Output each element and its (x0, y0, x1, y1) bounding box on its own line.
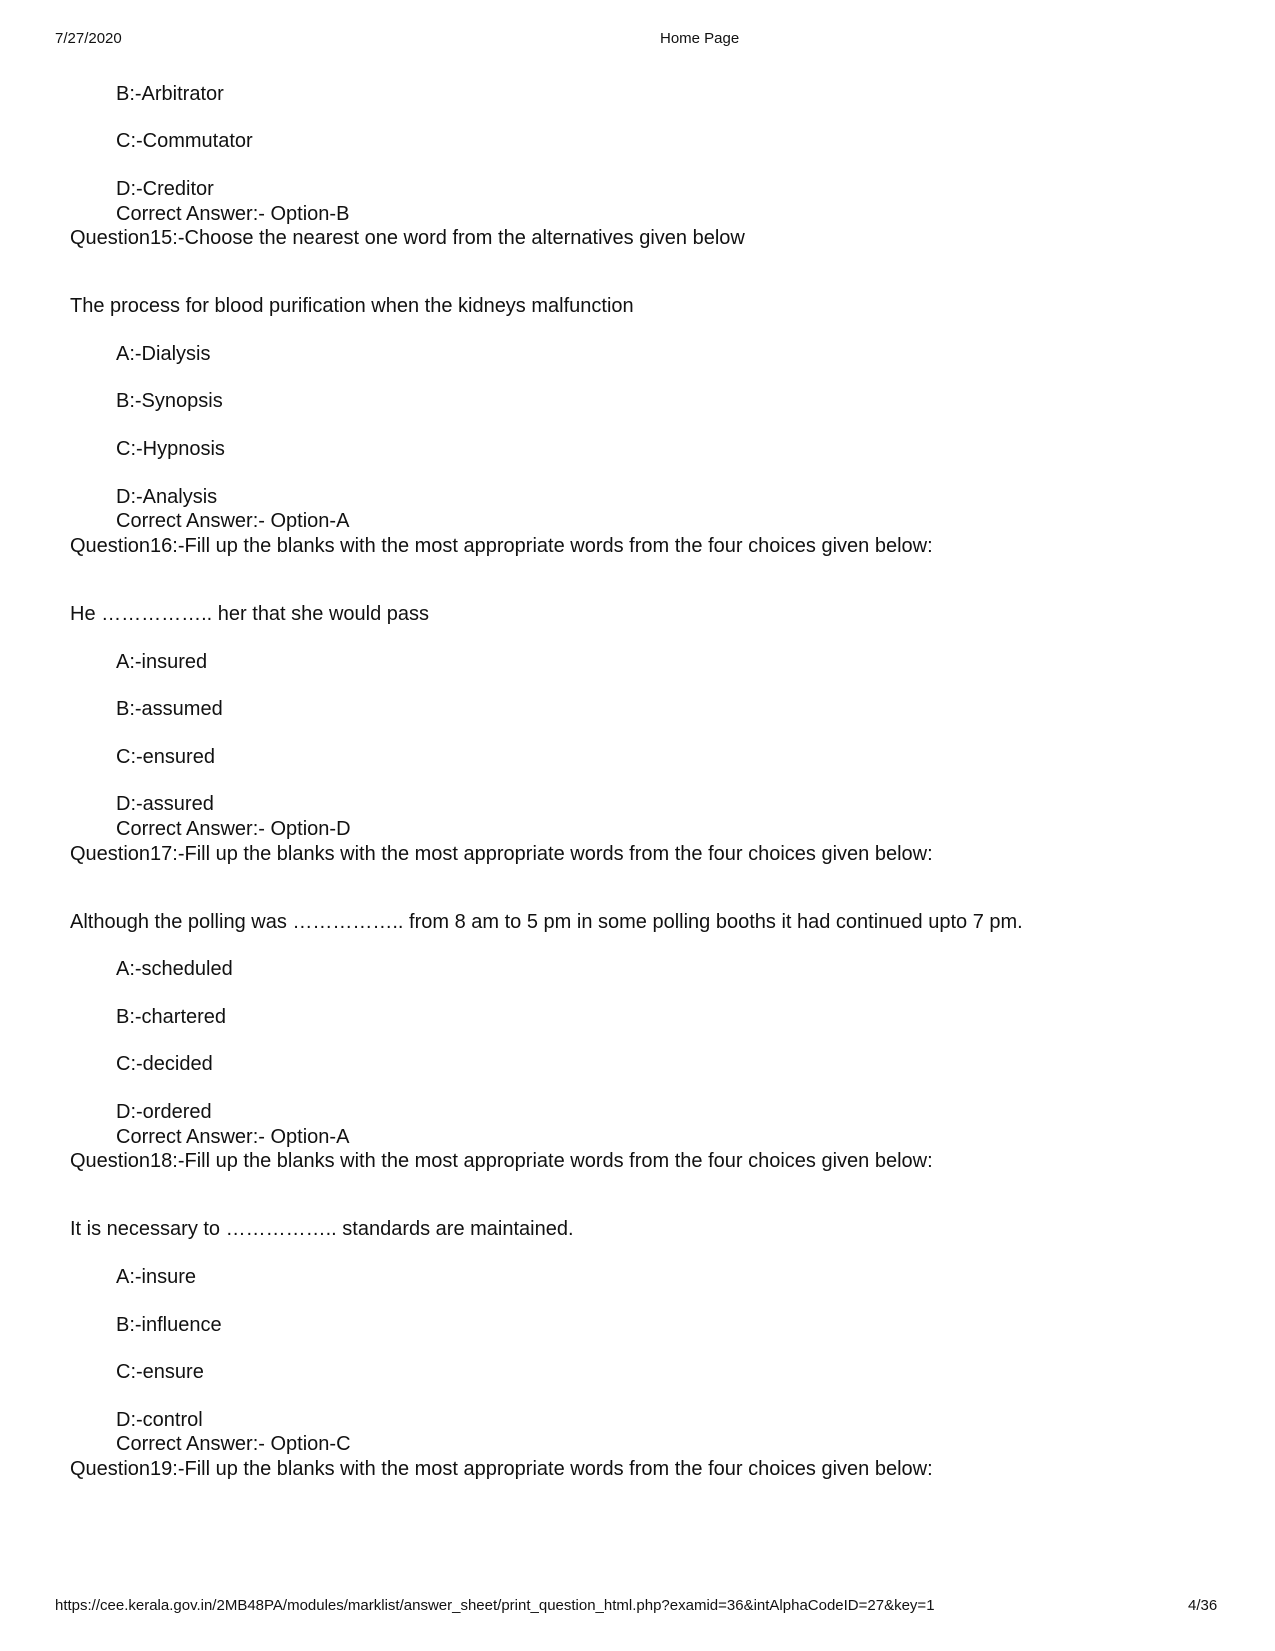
q14-option-c: C:-Commutator (116, 130, 253, 152)
source-url: https://cee.kerala.gov.in/2MB48PA/modules/marklist/answer_sheet/print_question_html.php?examid=36&intAlphaCodeID=27&key=1 (55, 1597, 935, 1614)
q16-option-b: B:-assumed (116, 698, 223, 720)
q16-option-a: A:-insured (116, 651, 208, 673)
q15-option-c: C:-Hypnosis (116, 438, 225, 460)
print-date: 7/27/2020 (55, 30, 122, 47)
q17-option-b: B:-chartered (116, 1006, 227, 1028)
q18-title: Question18:-Fill up the blanks with the most appropriate words from the four choices given below: (70, 1150, 933, 1172)
q14-option-d: D:-Creditor (116, 178, 214, 200)
q16-option-d: D:-assured (116, 793, 214, 815)
q16-prompt: He …………….. her that she would pass (70, 603, 430, 625)
page-number: 4/36 (1188, 1597, 1218, 1614)
q14-option-b: B:-Arbitrator (116, 83, 224, 105)
page-title: Home Page (660, 30, 740, 47)
q17-option-c: C:-decided (116, 1053, 213, 1075)
q17-prompt: Although the polling was …………….. from 8 am to 5 pm in some polling booths it had continued upto 7 pm. (70, 911, 1023, 933)
q18-prompt: It is necessary to …………….. standards are maintained. (70, 1218, 574, 1240)
q15-title: Question15:-Choose the nearest one word from the alternatives given below (70, 227, 745, 249)
q15-option-d: D:-Analysis (116, 486, 218, 508)
q17-option-a: A:-scheduled (116, 958, 233, 980)
q17-correct-answer: Correct Answer:- Option-A (116, 1126, 350, 1148)
q16-correct-answer: Correct Answer:- Option-D (116, 818, 351, 840)
q15-prompt: The process for blood purification when the kidneys malfunction (70, 295, 634, 317)
q19-title: Question19:-Fill up the blanks with the most appropriate words from the four choices given below: (70, 1458, 933, 1480)
q15-option-a: A:-Dialysis (116, 343, 211, 365)
q18-correct-answer: Correct Answer:- Option-C (116, 1433, 351, 1455)
q14-correct-answer: Correct Answer:- Option-B (116, 203, 350, 225)
q15-option-b: B:-Synopsis (116, 390, 223, 412)
q17-option-d: D:-ordered (116, 1101, 212, 1123)
q18-option-d: D:-control (116, 1409, 203, 1431)
q16-title: Question16:-Fill up the blanks with the most appropriate words from the four choices given below: (70, 535, 933, 557)
q17-title: Question17:-Fill up the blanks with the most appropriate words from the four choices given below: (70, 843, 933, 865)
q16-option-c: C:-ensured (116, 746, 215, 768)
q18-option-b: B:-influence (116, 1314, 222, 1336)
q18-option-c: C:-ensure (116, 1361, 204, 1383)
q18-option-a: A:-insure (116, 1266, 197, 1288)
q15-correct-answer: Correct Answer:- Option-A (116, 510, 350, 532)
